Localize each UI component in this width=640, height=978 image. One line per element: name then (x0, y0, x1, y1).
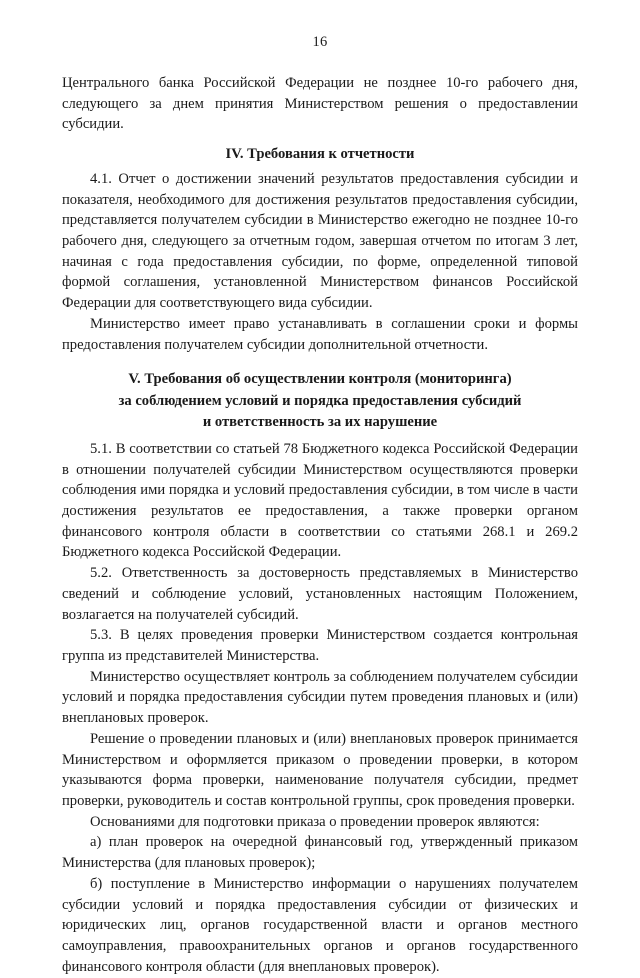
section-heading-v (62, 369, 578, 432)
paragraph-5-3: 5.3. В целях проведения проверки Министерством создается контрольная группа из представителей Министерства. (62, 627, 578, 664)
paragraph-5-4: Министерство осуществляет контроль за соблюдением получателем субсидии условий и порядка предоставления субсидии путем проведения плановых и (или) внеплановых проверок. (62, 668, 578, 727)
paragraph-item-a: а) план проверок на очередной финансовый год, утвержденный приказом Министерства (для плановых проверок); (62, 834, 578, 872)
paragraph-4-1: 4.1. Отчет о достижении значений результатов предоставления субсидии и показателя, необходимого для достижения результатов предоставления субсидии, представляется получателем субсидии в Министерство ежегодно не позднее 10-го рабочего дня, следующего за отчетным годом, завершая отчетом по итогам 3 лет, начиная с года предоставления субсидии, по форме, определенной типовой формой соглашения, установленной Министерством финансов Российской Федерации для соответствующего вида субсидии. (62, 170, 578, 312)
paragraph-5-1: 5.1. В соответствии со статьей 78 Бюджетного кодекса Российской Федерации в отношении получателей субсидии Министерством осуществляются проверки соблюдения ими порядка и условий предоставления субсидии, в том числе в части достижения результатов ее предоставления, а также проверки органом финансового контроля области в соответствии со статьями 268.1 и 269.2 Бюджетного кодекса Российской Федерации. (62, 440, 578, 561)
paragraph-5-5: Решение о проведении плановых и (или) внеплановых проверок принимается Министерством и оформляется приказом о проведении проверки, в котором указываются форма проверки, наименование получателя субсидии, предмет проверки, руководитель и состав контрольной группы, срок проведения проверки. (62, 730, 578, 810)
page-number: 16 (312, 34, 328, 50)
paragraph-intro: Центрального банка Российской Федерации не позднее 10-го рабочего дня, следующего за днем принятия Министерством решения о предоставлении субсидии. (62, 75, 578, 133)
section-heading-v-line-2: за соблюдением условий и порядка предоставления субсидий (118, 392, 522, 409)
paragraph-4-2: Министерство имеет право устанавливать в соглашении сроки и формы предоставления получателем субсидии дополнительной отчетности. (62, 315, 578, 353)
paragraph-item-b: б) поступление в Министерство информации о нарушениях получателем субсидии условий и порядка предоставления субсидии от физических и юридических лиц, органов государственной власти и органов местного самоуправления, правоохранительных органов и органов государственного финансового контроля области (для внеплановых проверок). (62, 875, 578, 975)
section-heading-iv: IV. Требования к отчетности (225, 146, 415, 163)
section-heading-v-line-1: V. Требования об осуществлении контроля (мониторинга) (128, 371, 512, 388)
document-body (62, 73, 578, 978)
section-heading-v-line-3: и ответственность за их нарушение (202, 413, 438, 430)
paragraph-5-2: 5.2. Ответственность за достоверность представляемых в Министерство сведений и соблюдение условий, установленных настоящим Положением, возлагается на получателей субсидий. (62, 565, 578, 623)
paragraph-5-6: Основаниями для подготовки приказа о проведении проверок являются: (90, 813, 540, 830)
